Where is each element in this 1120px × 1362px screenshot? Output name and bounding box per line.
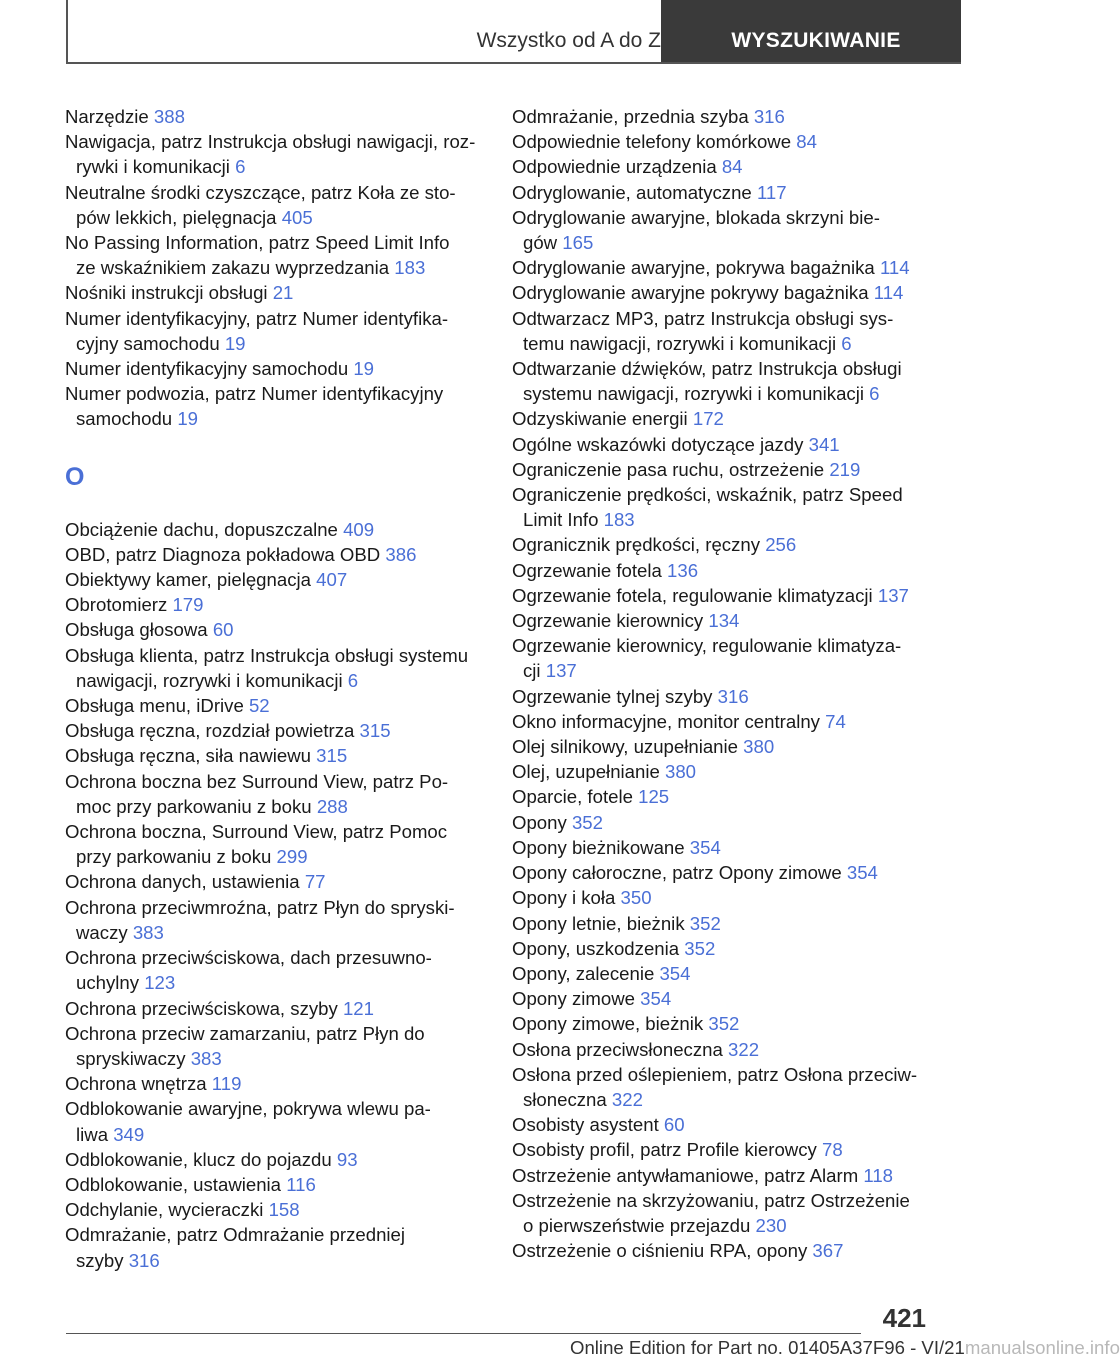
index-entry-term: Okno informacyjne, monitor centralny: [512, 710, 820, 732]
index-entry-term: liwa: [76, 1123, 109, 1145]
index-entry: [512, 205, 937, 255]
index-entry: [512, 1011, 937, 1036]
index-entry: [512, 154, 937, 179]
index-entry-term: Ograniczenie prędkości, wskaźnik, patrz Speed: [512, 484, 903, 506]
index-column-left: [65, 104, 485, 1273]
index-entry: [512, 633, 937, 683]
index-entry-term: Ogólne wskazówki dotyczące jazdy: [512, 433, 804, 455]
index-page-link[interactable]: 383: [190, 1047, 222, 1069]
index-entry-term: Odzyskiwanie energii: [512, 408, 688, 430]
index-entry: [65, 869, 485, 894]
index-entry: [65, 592, 485, 617]
index-entry-term: OBD, patrz Diagnoza pokładowa OBD: [65, 543, 381, 565]
index-page-link[interactable]: 315: [359, 720, 391, 742]
index-entry-term: Ogrzewanie tylnej szyby: [512, 685, 713, 707]
index-page-link[interactable]: 407: [316, 569, 348, 591]
index-entry: [512, 1137, 937, 1162]
index-entry-term: Odblokowanie, ustawienia: [65, 1173, 282, 1195]
footer: [570, 1335, 1120, 1361]
index-entry: [512, 936, 937, 961]
index-entry: [512, 1037, 937, 1062]
index-entry: [65, 693, 485, 718]
index-page-link[interactable]: 6: [869, 383, 880, 405]
index-entry-term: systemu nawigacji, rozrywki i komunikacji: [523, 383, 864, 405]
index-entry-term: Ogrzewanie fotela, regulowanie klimatyzacji: [512, 584, 873, 606]
index-page-link[interactable]: 6: [841, 332, 852, 354]
index-entry: [65, 129, 485, 179]
index-entry: [512, 1062, 937, 1112]
index-page-link[interactable]: 367: [812, 1240, 844, 1262]
index-page-link[interactable]: 352: [689, 912, 721, 934]
index-page-link[interactable]: 93: [336, 1148, 358, 1170]
index-page-link[interactable]: 380: [743, 736, 775, 758]
index-page-link[interactable]: 121: [342, 997, 374, 1019]
index-entry-term: Ochrona danych, ustawienia: [65, 871, 300, 893]
index-entry-term: Odryglowanie, automatyczne: [512, 181, 752, 203]
index-entry-term: moc przy parkowaniu z boku: [76, 795, 312, 817]
index-page-link[interactable]: 6: [347, 669, 359, 691]
index-entry-term: Odpowiednie urządzenia: [512, 156, 717, 178]
index-page-link[interactable]: 354: [640, 988, 672, 1010]
index-entry: [65, 1147, 485, 1172]
index-page-link[interactable]: 52: [248, 695, 270, 717]
index-page-link[interactable]: 183: [394, 257, 426, 279]
index-page-link[interactable]: 352: [571, 811, 603, 833]
index-entry-term: Nawigacja, patrz Instrukcja obsługi nawigacji, roz-: [65, 131, 476, 153]
index-entry-term: Obsługa menu, iDrive: [65, 695, 244, 717]
footer-divider: [66, 1333, 861, 1334]
index-entry: [512, 1112, 937, 1137]
index-page-link[interactable]: 315: [316, 745, 348, 767]
index-entry: [65, 1172, 485, 1197]
index-entry-term: Odblokowanie, klucz do pojazdu: [65, 1148, 332, 1170]
index-entry: [512, 759, 937, 784]
index-entry-term: ze wskaźnikiem zakazu wyprzedzania: [76, 257, 390, 279]
index-page-link[interactable]: 137: [877, 584, 909, 606]
index-entry: [512, 406, 937, 431]
index-entry: [512, 709, 937, 734]
index-letter-heading: O: [65, 462, 85, 491]
index-entry: [512, 961, 937, 986]
index-page-link[interactable]: 78: [822, 1139, 843, 1161]
index-entry: [512, 129, 937, 154]
index-entry-term: Ogrzewanie kierownicy: [512, 610, 704, 632]
index-entry-term: Ochrona przeciwściskowa, szyby: [65, 997, 338, 1019]
index-entry: [512, 885, 937, 910]
index-entry: [65, 1021, 485, 1071]
search-tab[interactable]: WYSZUKIWANIE: [661, 0, 961, 62]
index-page-link[interactable]: 136: [667, 559, 699, 581]
index-page-link[interactable]: 183: [603, 509, 635, 531]
index-entry-term: o pierwszeństwie przejazdu: [523, 1214, 751, 1236]
index-entry: [65, 306, 485, 356]
index-entry: [65, 769, 485, 819]
index-entry-term: Ochrona przeciwściskowa, dach przesuwno-: [65, 947, 432, 969]
index-page-link[interactable]: 84: [721, 156, 743, 178]
index-entry-term: gów: [523, 232, 558, 254]
index-entry: [512, 180, 937, 205]
section-title: Wszystko od A do Z: [476, 29, 661, 52]
page-number: 421: [882, 1303, 926, 1333]
index-entry-term: Odtwarzacz MP3, patrz Instrukcja obsługi sys-: [512, 307, 894, 329]
index-entry: [512, 986, 937, 1011]
index-entry: [512, 558, 937, 583]
index-page-link[interactable]: 350: [620, 887, 652, 909]
index-page-link[interactable]: 354: [659, 962, 691, 984]
index-page-link[interactable]: 117: [756, 181, 787, 203]
index-page-link[interactable]: 172: [692, 408, 724, 430]
index-entry: [512, 104, 937, 129]
index-entry: [65, 1096, 485, 1146]
index-entry-term: Opony zimowe, bieżnik: [512, 1013, 704, 1035]
index-entry-term: Obrotomierz: [65, 594, 168, 616]
index-entry: [65, 230, 485, 280]
index-entry: [65, 567, 485, 592]
index-entry-term: Neutralne środki czyszczące, patrz Koła ze sto-: [65, 181, 456, 203]
index-page-link[interactable]: 125: [638, 786, 670, 808]
index-entry: [512, 911, 937, 936]
index-page-link[interactable]: 179: [172, 594, 204, 616]
index-entry-term: Narzędzie: [65, 106, 149, 127]
index-entry: [512, 280, 937, 305]
index-page-link[interactable]: 60: [663, 1114, 685, 1136]
footer-edition: Online Edition for Part no. 01405A37F96 - VI/21: [570, 1337, 965, 1358]
index-entry-term: Osobisty profil, patrz Profile kierowcy: [512, 1139, 817, 1161]
index-entry: [65, 617, 485, 642]
index-page-link[interactable]: 316: [128, 1249, 160, 1271]
index-entry-term: Osłona przeciwsłoneczna: [512, 1038, 723, 1060]
index-entry-term: Obiektywy kamer, pielęgnacja: [65, 569, 311, 591]
index-page-link[interactable]: 386: [385, 543, 417, 565]
index-entry-term: Odryglowanie awaryjne pokrywy bagażnika: [512, 282, 869, 304]
index-entry: [512, 810, 937, 835]
index-entry-term: Opony całoroczne, patrz Opony zimowe: [512, 862, 842, 884]
index-entry: [65, 542, 485, 567]
index-page-link[interactable]: 158: [268, 1199, 300, 1221]
index-entry-term: temu nawigacji, rozrywki i komunikacji: [523, 332, 837, 354]
index-page-link[interactable]: 123: [144, 972, 176, 994]
index-page-link[interactable]: 77: [304, 871, 326, 893]
index-entry-term: waczy: [76, 921, 128, 943]
index-entry: [512, 835, 937, 860]
index-entry-term: Opony, uszkodzenia: [512, 937, 680, 959]
index-page-link[interactable]: 352: [684, 937, 716, 959]
index-entry: [512, 1163, 937, 1188]
index-entry-term: cyjny samochodu: [76, 332, 220, 354]
footer-watermark: manualsonline.info: [964, 1337, 1120, 1358]
index-entry: [65, 517, 485, 542]
index-entry: [65, 718, 485, 743]
index-entry-term: Ogranicznik prędkości, ręczny: [512, 534, 761, 556]
index-page-link[interactable]: 6: [235, 156, 246, 178]
index-entry: [65, 104, 485, 129]
page-header: [66, 0, 961, 64]
index-column-right: [512, 104, 937, 1263]
index-entry-term: Ogrzewanie fotela: [512, 559, 662, 581]
index-entry-term: cji: [523, 660, 541, 682]
index-page-link[interactable]: 405: [281, 206, 313, 228]
index-page-link[interactable]: 380: [665, 761, 697, 783]
index-entry: [65, 1071, 485, 1096]
index-page-link[interactable]: 409: [343, 518, 375, 540]
index-page-link[interactable]: 84: [796, 131, 817, 153]
index-entry: [65, 819, 485, 869]
index-page-link[interactable]: 21: [272, 282, 294, 304]
index-page-link[interactable]: 341: [808, 433, 840, 455]
index-entry: [512, 684, 937, 709]
index-entry-term: Ochrona przeciw zamarzaniu, patrz Płyn do: [65, 1022, 425, 1044]
index-page-link[interactable]: 114: [879, 257, 910, 279]
index-entry-term: spryskiwaczy: [76, 1047, 186, 1069]
index-entry-term: Odblokowanie awaryjne, pokrywa wlewu pa-: [65, 1098, 431, 1120]
index-page-link[interactable]: 288: [316, 795, 348, 817]
index-entry-term: Obsługa głosowa: [65, 619, 208, 641]
index-page-link[interactable]: 322: [728, 1038, 760, 1060]
index-entry: [65, 1222, 485, 1272]
index-page-link[interactable]: 322: [611, 1088, 643, 1110]
index-entry-term: Opony i koła: [512, 887, 616, 909]
index-entry: [65, 356, 485, 381]
index-entry-term: Odmrażanie, patrz Odmrażanie przedniej: [65, 1224, 406, 1246]
index-entry-term: Opony letnie, bieżnik: [512, 912, 685, 934]
index-entry: [512, 583, 937, 608]
index-page-link[interactable]: 256: [765, 534, 797, 556]
index-entry-term: Obsługa ręczna, rozdział powietrza: [65, 720, 355, 742]
index-entry-term: Ostrzeżenie o ciśnieniu RPA, opony: [512, 1240, 808, 1262]
index-entry: [512, 784, 937, 809]
index-page-link[interactable]: 119: [211, 1073, 242, 1095]
index-entry-term: Osobisty asystent: [512, 1114, 659, 1136]
index-entry-term: Limit Info: [523, 509, 599, 531]
index-entry-term: Oparcie, fotele: [512, 786, 633, 808]
index-entry-term: Odryglowanie awaryjne, pokrywa bagażnika: [512, 257, 875, 279]
index-page-link[interactable]: 316: [717, 685, 749, 707]
index-entry: [65, 180, 485, 230]
index-page-link[interactable]: 19: [353, 358, 375, 380]
index-entry: [512, 356, 937, 406]
index-entry: [512, 306, 937, 356]
index-entry: [512, 532, 937, 557]
index-entry-term: Ochrona boczna bez Surround View, patrz Po-: [65, 770, 449, 792]
index-page-link[interactable]: 354: [846, 862, 878, 884]
index-entry: [512, 1238, 937, 1263]
index-entry-term: pów lekkich, pielęgnacja: [76, 206, 277, 228]
index-page-link[interactable]: 354: [689, 836, 721, 858]
index-entry-term: Numer podwozia, patrz Numer identyfikacyjny: [65, 383, 444, 405]
index-entry: [512, 860, 937, 885]
index-entry: [65, 280, 485, 305]
index-entry-term: samochodu: [76, 408, 173, 430]
index-page-link[interactable]: 165: [562, 232, 594, 254]
index-entry-term: rywki i komunikacji: [76, 156, 230, 178]
index-entry: [512, 608, 937, 633]
index-page-link[interactable]: 219: [829, 458, 861, 480]
index-entry-term: Opony zimowe: [512, 988, 635, 1010]
index-entry-term: Numer identyfikacyjny, patrz Numer identyfika-: [65, 307, 449, 329]
index-entry: [65, 743, 485, 768]
index-entry: [65, 996, 485, 1021]
index-entry-term: Osłona przed oślepieniem, patrz Osłona przeciw-: [512, 1063, 918, 1085]
index-entry-term: Odmrażanie, przednia szyba: [512, 106, 749, 127]
index-page-link[interactable]: 316: [753, 106, 785, 127]
index-entry-term: Opony, zalecenie: [512, 962, 655, 984]
index-entry-term: Olej silnikowy, uzupełnianie: [512, 736, 738, 758]
index-page-link[interactable]: 137: [545, 660, 577, 682]
index-entry: [65, 895, 485, 945]
index-entry-term: uchylny: [76, 972, 140, 994]
index-entry-term: Odpowiednie telefony komórkowe: [512, 131, 792, 153]
index-entry: [65, 381, 485, 431]
index-entry-term: Nośniki instrukcji obsługi: [65, 282, 268, 304]
index-entry-term: Ograniczenie pasa ruchu, ostrzeżenie: [512, 458, 825, 480]
index-page-link[interactable]: 74: [825, 710, 846, 732]
index-page-link[interactable]: 352: [708, 1013, 740, 1035]
index-entry: [512, 1188, 937, 1238]
index-entry-term: nawigacji, rozrywki i komunikacji: [76, 669, 343, 691]
index-entry: [512, 457, 937, 482]
index-entry: [65, 1197, 485, 1222]
index-entry-term: Odchylanie, wycieraczki: [65, 1199, 264, 1221]
index-page-link[interactable]: 230: [755, 1214, 787, 1236]
index-page-link[interactable]: 349: [113, 1123, 145, 1145]
index-page-link[interactable]: 118: [863, 1164, 894, 1186]
index-page-link[interactable]: 60: [212, 619, 234, 641]
index-entry-term: Opony bieżnikowane: [512, 836, 685, 858]
index-entry-term: Ochrona wnętrza: [65, 1073, 207, 1095]
index-entry: [512, 432, 937, 457]
index-page-link[interactable]: 19: [224, 332, 246, 354]
index-entry-term: słoneczna: [523, 1088, 607, 1110]
index-entry-term: Obciążenie dachu, dopuszczalne: [65, 518, 338, 540]
index-page-link[interactable]: 388: [153, 106, 185, 127]
index-page-link[interactable]: 383: [132, 921, 164, 943]
index-entry: [65, 945, 485, 995]
index-entry-term: Numer identyfikacyjny samochodu: [65, 358, 349, 380]
index-entry-term: Ochrona przeciwmroźna, patrz Płyn do spryski-: [65, 896, 455, 918]
index-entry: [512, 255, 937, 280]
index-entry: [512, 734, 937, 759]
index-entry-term: przy parkowaniu z boku: [76, 846, 272, 868]
index-entry: [512, 482, 937, 532]
index-entry-term: szyby: [76, 1249, 124, 1271]
index-entry-term: Ochrona boczna, Surround View, patrz Pomoc: [65, 821, 448, 843]
index-entry-term: Obsługa ręczna, siła nawiewu: [65, 745, 311, 767]
index-entry-term: Olej, uzupełnianie: [512, 761, 660, 783]
index-page-link[interactable]: 116: [286, 1173, 316, 1195]
index-entry-term: Ostrzeżenie antywłamaniowe, patrz Alarm: [512, 1164, 859, 1186]
index-entry-term: No Passing Information, patrz Speed Limit Info: [65, 232, 450, 254]
index-entry: [65, 643, 485, 693]
index-entry-term: Odtwarzanie dźwięków, patrz Instrukcja obsługi: [512, 358, 902, 380]
index-entry-term: Odryglowanie awaryjne, blokada skrzyni bie-: [512, 206, 880, 228]
index-entry-term: Obsługa klienta, patrz Instrukcja obsługi systemu: [65, 644, 469, 666]
index-page-link[interactable]: 114: [873, 282, 904, 304]
index-page-link[interactable]: 299: [276, 846, 308, 868]
index-page-link[interactable]: 134: [708, 610, 740, 632]
index-entry-term: Ogrzewanie kierownicy, regulowanie klimatyza-: [512, 635, 902, 657]
index-entry-term: Ostrzeżenie na skrzyżowaniu, patrz Ostrzeżenie: [512, 1189, 910, 1211]
index-page-link[interactable]: 19: [177, 408, 198, 430]
index-entry-term: Opony: [512, 811, 567, 833]
